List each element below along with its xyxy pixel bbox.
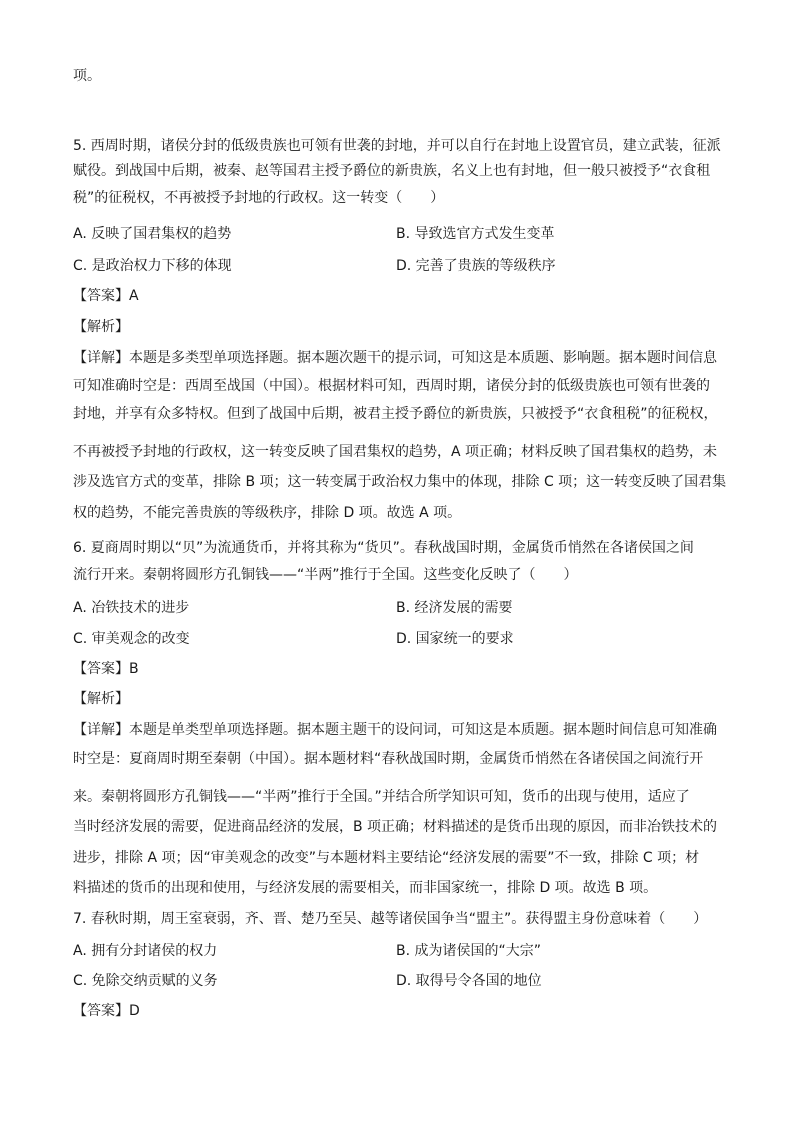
question-6-stem-line: 6. 夏商周时期以“贝”为流通货币，并将其称为“货贝”。春秋战国时期，金属货币悄然在各诸侯国之间: [73, 540, 694, 556]
question-6-detail-line: 【详解】本题是单类型单项选择题。据本题主题干的设问词，可知这是本质题。据本题时间信息可知准确: [73, 722, 717, 738]
question-5-option-b: B. 导致选官方式发生变革: [396, 226, 555, 242]
question-6-detail-line: 时空是：夏商周时期至秦朝（中国）。据本题材料“春秋战国时期，金属货币悄然在各诸侯国之间流行开: [73, 751, 704, 767]
question-7-answer: 【答案】D: [73, 1003, 140, 1019]
question-5-option-a: A. 反映了国君集权的趋势: [73, 226, 232, 242]
question-6-answer: 【答案】B: [73, 661, 139, 677]
question-5-detail-line: 【详解】本题是多类型单项选择题。据本题次题干的提示词，可知这是本质题、影响题。据本题时间信息: [73, 350, 717, 366]
question-5-option-d: D. 完善了贵族的等级秩序: [396, 258, 556, 274]
question-6-option-a: A. 冶铁技术的进步: [73, 600, 190, 616]
question-5-stem-line: 税”的征税权，不再被授予封地的行政权。这一转变（ ）: [73, 190, 445, 206]
previous-answer-tail: 项。: [73, 68, 101, 84]
question-6-detail-line: 来。秦朝将圆形方孔铜钱——“半两”推行于全国。”并结合所学知识可知，货币的出现与使用，适应了: [73, 789, 690, 805]
question-5-option-c: C. 是政治权力下移的体现: [73, 258, 232, 274]
question-6-detail-line: 当时经济发展的需要，促进商品经济的发展，B 项正确；材料描述的是货币出现的原因，而非冶铁技术的: [73, 819, 718, 835]
question-6-detail-line: 进步，排除 A 项；因“审美观念的改变”与本题材料主要结论“经济发展的需要”不一致，排除 C 项；材: [73, 850, 700, 866]
question-5-analysis-label: 【解析】: [73, 319, 129, 335]
question-7-stem-line: 7. 春秋时期，周王室衰弱，齐、晋、楚乃至吴、越等诸侯国争当“盟主”。获得盟主身份意味着（ ）: [73, 911, 708, 927]
question-5-detail-line: 涉及选官方式的变革，排除 B 项；这一转变属于政治权力集中的体现，排除 C 项；这一转变反映了国君集: [73, 474, 727, 490]
question-5-stem-line: 赋役。到战国中后期，被秦、赵等国君主授予爵位的新贵族，名义上也有封地，但一般只被授予“衣食租: [73, 163, 711, 179]
question-5-answer: 【答案】A: [73, 288, 139, 304]
question-6-option-c: C. 审美观念的改变: [73, 631, 190, 647]
question-7-option-c: C. 免除交纳贡赋的义务: [73, 973, 218, 989]
question-6-detail-line: 料描述的货币的出现和使用，与经济发展的需要相关，而非国家统一，排除 D 项。故选 B 项。: [73, 880, 658, 896]
question-5-detail-line: 可知准确时空是：西周至战国（中国）。根据材料可知，西周时期，诸侯分封的低级贵族也可领有世袭的: [73, 378, 710, 394]
question-5-stem-line: 5. 西周时期，诸侯分封的低级贵族也可领有世袭的封地，并可以自行在封地上设置官员，建立武装，征派: [73, 138, 721, 154]
question-6-option-d: D. 国家统一的要求: [396, 631, 514, 647]
question-6-option-b: B. 经济发展的需要: [396, 600, 513, 616]
question-6-analysis-label: 【解析】: [73, 691, 129, 707]
question-5-detail-line: 封地，并享有众多特权。但到了战国中后期，被君主授予爵位的新贵族，只被授予“衣食租税”的征税权，: [73, 406, 718, 422]
question-6-stem-line: 流行开来。秦朝将圆形方孔铜钱——“半两”推行于全国。这些变化反映了（ ）: [73, 567, 578, 583]
question-7-option-d: D. 取得号令各国的地位: [396, 973, 542, 989]
question-5-detail-line: 权的趋势，不能完善贵族的等级秩序，排除 D 项。故选 A 项。: [73, 505, 462, 521]
question-7-option-a: A. 拥有分封诸侯的权力: [73, 943, 218, 959]
question-5-detail-line: 不再被授予封地的行政权，这一转变反映了国君集权的趋势，A 项正确；材料反映了国君集权的趋势，未: [73, 444, 718, 460]
question-7-option-b: B. 成为诸侯国的“大宗”: [396, 943, 542, 959]
